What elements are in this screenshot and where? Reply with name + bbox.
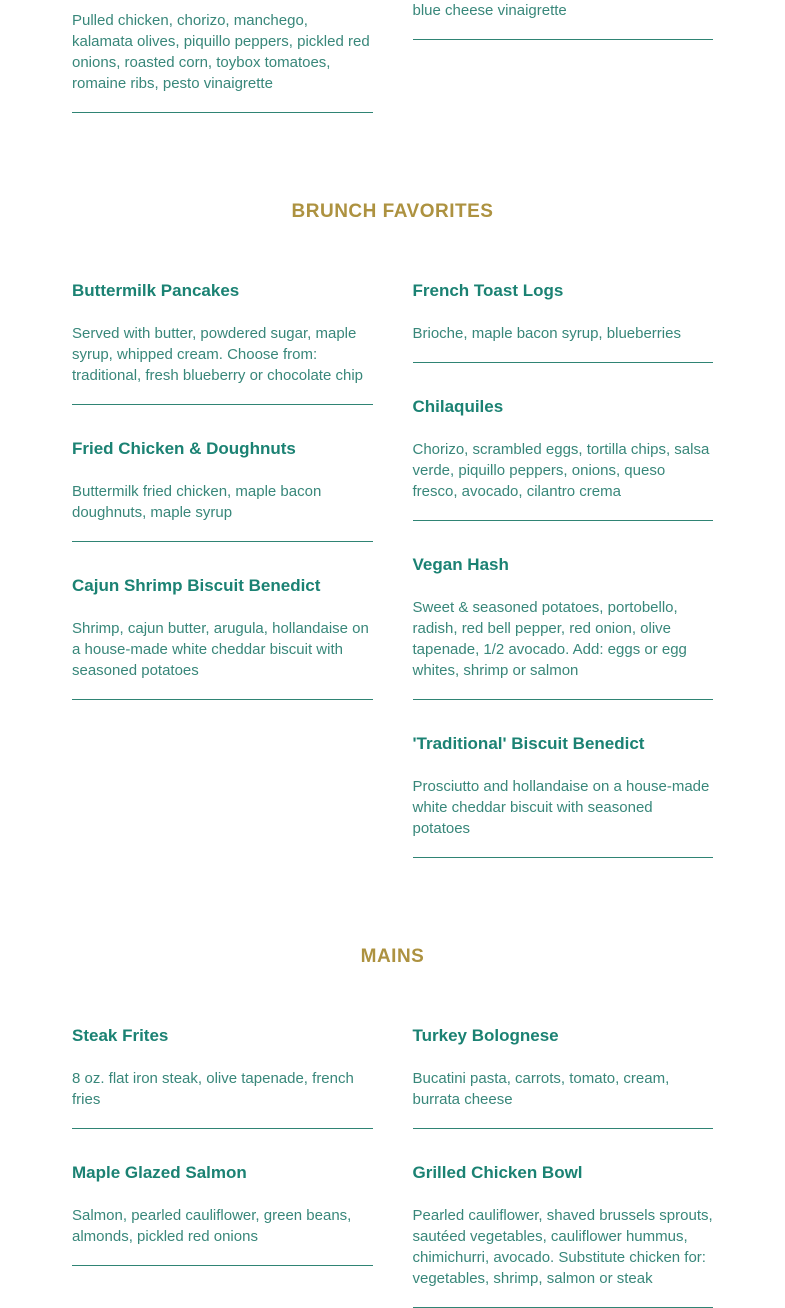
menu-item bbox=[72, 1024, 373, 1129]
menu-item bbox=[413, 395, 714, 521]
brunch-grid bbox=[72, 279, 713, 858]
menu-item-partial bbox=[72, 10, 373, 113]
menu-item-description: Prosciutto and hollandaise on a house-made white cheddar biscuit with seasoned potatoes bbox=[412, 778, 710, 837]
menu-item bbox=[413, 732, 714, 858]
item-divider bbox=[72, 541, 373, 542]
item-divider bbox=[413, 362, 714, 363]
menu-item-title: French Toast Logs bbox=[412, 281, 564, 300]
menu-item bbox=[72, 1161, 373, 1266]
menu-item-description: Sweet & seasoned potatoes, portobello, radish, red bell pepper, red onion, olive tapenade, 1/2 avocado. Add: eggs or egg whites, shrimp or salmon bbox=[412, 599, 687, 679]
menu-item-partial bbox=[413, 0, 714, 40]
menu-item-title: Buttermilk Pancakes bbox=[72, 281, 240, 300]
menu-item-title: Maple Glazed Salmon bbox=[72, 1163, 247, 1182]
menu-item bbox=[413, 279, 714, 363]
menu-item-description: Salmon, pearled cauliflower, green beans, almonds, pickled red onions bbox=[72, 1207, 352, 1245]
section-brunch-favorites bbox=[72, 199, 713, 858]
item-divider bbox=[413, 1128, 714, 1129]
menu-item bbox=[72, 279, 373, 405]
menu-item-description: Chorizo, scrambled eggs, tortilla chips, salsa verde, piquillo peppers, onions, queso fresco, avocado, cilantro crema bbox=[412, 441, 710, 500]
top-right-column bbox=[413, 0, 714, 40]
menu-item-title: 'Traditional' Biscuit Benedict bbox=[412, 734, 645, 753]
menu-item-title: Vegan Hash bbox=[412, 555, 509, 574]
item-divider bbox=[72, 404, 373, 405]
menu-item-description: blue cheese vinaigrette bbox=[412, 2, 567, 19]
section-heading-brunch-favorites: BRUNCH FAVORITES bbox=[291, 201, 494, 222]
menu-item-description: Bucatini pasta, carrots, tomato, cream, burrata cheese bbox=[412, 1070, 670, 1108]
mains-grid bbox=[72, 1024, 713, 1308]
mains-left-column bbox=[72, 1024, 373, 1266]
menu-item-title: Fried Chicken & Doughnuts bbox=[72, 439, 296, 458]
top-left-column bbox=[72, 0, 373, 113]
section-heading-mains: MAINS bbox=[360, 946, 425, 967]
brunch-right-column bbox=[413, 279, 714, 858]
menu-item-title: Chilaquiles bbox=[412, 397, 504, 416]
menu-item bbox=[72, 574, 373, 700]
item-divider bbox=[72, 1265, 373, 1266]
menu-item-description: Shrimp, cajun butter, arugula, hollandaise on a house-made white cheddar biscuit with seasoned potatoes bbox=[72, 620, 369, 679]
brunch-left-column bbox=[72, 279, 373, 700]
menu-item bbox=[413, 553, 714, 700]
menu-item-description: Pulled chicken, chorizo, manchego, kalamata olives, piquillo peppers, pickled red onions, roasted corn, toybox tomatoes, romaine ribs, pesto vinaigrette bbox=[72, 12, 370, 92]
menu-item-description: Pearled cauliflower, shaved brussels sprouts, sautéed vegetables, cauliflower hummus, chimichurri, avocado. Substitute chicken for: vegetables, shrimp, salmon or steak bbox=[412, 1207, 713, 1287]
item-divider bbox=[413, 699, 714, 700]
section-mains bbox=[72, 944, 713, 1308]
menu-item-title: Steak Frites bbox=[72, 1026, 169, 1045]
menu-item bbox=[413, 1024, 714, 1129]
item-divider bbox=[413, 857, 714, 858]
mains-right-column bbox=[413, 1024, 714, 1308]
menu-item-description: Served with butter, powdered sugar, maple syrup, whipped cream. Choose from: traditional, fresh blueberry or chocolate chip bbox=[72, 325, 363, 384]
menu-item-title: Grilled Chicken Bowl bbox=[412, 1163, 583, 1182]
menu-item-title: Cajun Shrimp Biscuit Benedict bbox=[72, 576, 321, 595]
menu-item-description: Buttermilk fried chicken, maple bacon doughnuts, maple syrup bbox=[72, 483, 322, 521]
item-divider bbox=[72, 699, 373, 700]
menu-item-title: Turkey Bolognese bbox=[412, 1026, 559, 1045]
item-divider bbox=[72, 112, 373, 113]
item-divider bbox=[413, 520, 714, 521]
menu-item-description: 8 oz. flat iron steak, olive tapenade, french fries bbox=[72, 1070, 354, 1108]
menu-item-description: Brioche, maple bacon syrup, blueberries bbox=[412, 325, 681, 342]
item-divider bbox=[72, 1128, 373, 1129]
top-partial-row bbox=[72, 0, 713, 113]
item-divider bbox=[413, 39, 714, 40]
menu-item bbox=[72, 437, 373, 542]
menu-item bbox=[413, 1161, 714, 1308]
